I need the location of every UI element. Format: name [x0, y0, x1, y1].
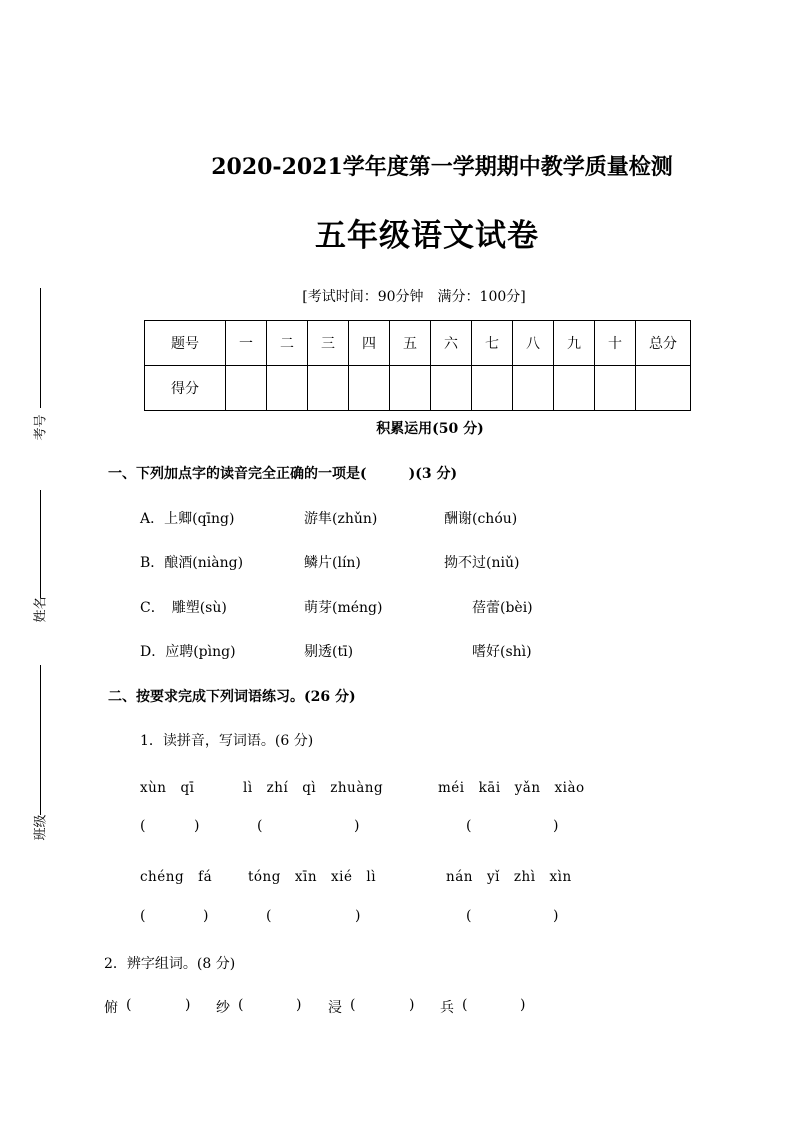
- answer-blank-close: ): [409, 997, 415, 1013]
- binding-line-1: [40, 288, 41, 408]
- class-label: 班级: [33, 814, 49, 841]
- answer-blank-open: (: [466, 818, 472, 834]
- answer-blank-open: (: [350, 997, 356, 1013]
- score-entry-cell[interactable]: [472, 366, 513, 411]
- pinyin-item: lì zhí qì zhuàng: [243, 780, 384, 796]
- answer-blank-open: (: [466, 908, 472, 924]
- table-cell: 九: [554, 321, 595, 366]
- pinyin-item: nán yǐ zhì xìn: [446, 869, 572, 885]
- answer-blank-open: (: [462, 997, 468, 1013]
- pinyin-item: xùn qī: [140, 780, 195, 796]
- answer-blank-close: ): [203, 908, 209, 924]
- exam-title: 2020-2021学年度第一学期期中教学质量检测: [211, 154, 673, 180]
- table-cell: 二: [267, 321, 308, 366]
- exam-info: [考试时间：90分钟 满分：100分]: [302, 289, 526, 305]
- answer-blank-open: (: [126, 997, 132, 1013]
- table-cell: 四: [349, 321, 390, 366]
- pinyin-item: chéng fá: [140, 869, 213, 885]
- score-entry-cell[interactable]: [636, 366, 691, 411]
- score-entry-cell[interactable]: [226, 366, 267, 411]
- char-item: 浸: [328, 1000, 342, 1016]
- answer-blank-close: ): [553, 818, 559, 834]
- paper-title: 五年级语文试卷: [315, 218, 539, 254]
- option-b-2: 鳞片(lín): [304, 555, 361, 571]
- option-a-2: 游隼(zhǔn): [304, 511, 378, 527]
- option-c-2: 萌芽(méng): [304, 600, 383, 616]
- score-table-header-row: [145, 321, 691, 366]
- char-item: 俯: [104, 1000, 118, 1016]
- table-cell: 题号: [145, 321, 226, 366]
- score-entry-cell[interactable]: [554, 366, 595, 411]
- table-cell: 五: [390, 321, 431, 366]
- table-cell: 得分: [145, 366, 226, 411]
- answer-blank-close: ): [354, 818, 360, 834]
- option-d-1: D．应聘(pìng): [140, 644, 236, 660]
- exam-number-label: 考号: [33, 414, 49, 441]
- answer-blank-open: (: [140, 908, 146, 924]
- score-entry-cell[interactable]: [431, 366, 472, 411]
- score-entry-cell[interactable]: [513, 366, 554, 411]
- answer-blank-open: (: [266, 908, 272, 924]
- option-c-3: 蓓蕾(bèi): [472, 600, 533, 616]
- binding-line-3: [40, 665, 41, 815]
- table-cell: 一: [226, 321, 267, 366]
- score-entry-cell[interactable]: [390, 366, 431, 411]
- sub-question-1-title: 1．读拼音，写词语。(6 分): [140, 733, 314, 749]
- option-b-3: 拗不过(niǔ): [444, 555, 520, 571]
- score-entry-cell[interactable]: [267, 366, 308, 411]
- option-b-1: B．酿酒(niàng): [140, 555, 244, 571]
- answer-blank-open: (: [238, 997, 244, 1013]
- table-cell: 六: [431, 321, 472, 366]
- option-c-1: C． 雕塑(sù): [140, 600, 227, 616]
- option-a-3: 酬谢(chóu): [444, 511, 518, 527]
- answer-blank-close: ): [520, 997, 526, 1013]
- table-cell: 八: [513, 321, 554, 366]
- table-cell: 总分: [636, 321, 691, 366]
- section-title: 积累运用(50 分): [376, 421, 484, 437]
- sub-question-2-title: 2．辨字组词。(8 分): [104, 956, 236, 972]
- answer-blank-close: ): [296, 997, 302, 1013]
- option-d-2: 剔透(tī): [304, 644, 354, 660]
- score-table: [144, 320, 691, 411]
- pinyin-item: tóng xīn xié lì: [248, 869, 377, 885]
- answer-blank-open: (: [257, 818, 263, 834]
- question-2-heading: 二、按要求完成下列词语练习。(26 分): [108, 689, 356, 705]
- pinyin-item: méi kāi yǎn xiào: [438, 780, 585, 796]
- score-entry-cell[interactable]: [595, 366, 636, 411]
- table-cell: 七: [472, 321, 513, 366]
- answer-blank-close: ): [553, 908, 559, 924]
- score-entry-cell[interactable]: [349, 366, 390, 411]
- answer-blank-close: ): [194, 818, 200, 834]
- binding-line-2: [40, 490, 41, 598]
- answer-blank-close: ): [355, 908, 361, 924]
- option-a-1: A．上卿(qīng): [140, 511, 235, 527]
- char-item: 纱: [216, 1000, 230, 1016]
- table-cell: 十: [595, 321, 636, 366]
- score-entry-cell[interactable]: [308, 366, 349, 411]
- answer-blank-open: (: [140, 818, 146, 834]
- table-cell: 三: [308, 321, 349, 366]
- name-label: 姓名: [33, 596, 49, 623]
- question-1-heading: 一、下列加点字的读音完全正确的一项是( )(3 分): [108, 466, 458, 482]
- option-d-3: 嗜好(shì): [472, 644, 532, 660]
- score-table-score-row: [145, 366, 691, 411]
- answer-blank-close: ): [185, 997, 191, 1013]
- char-item: 兵: [440, 1000, 454, 1016]
